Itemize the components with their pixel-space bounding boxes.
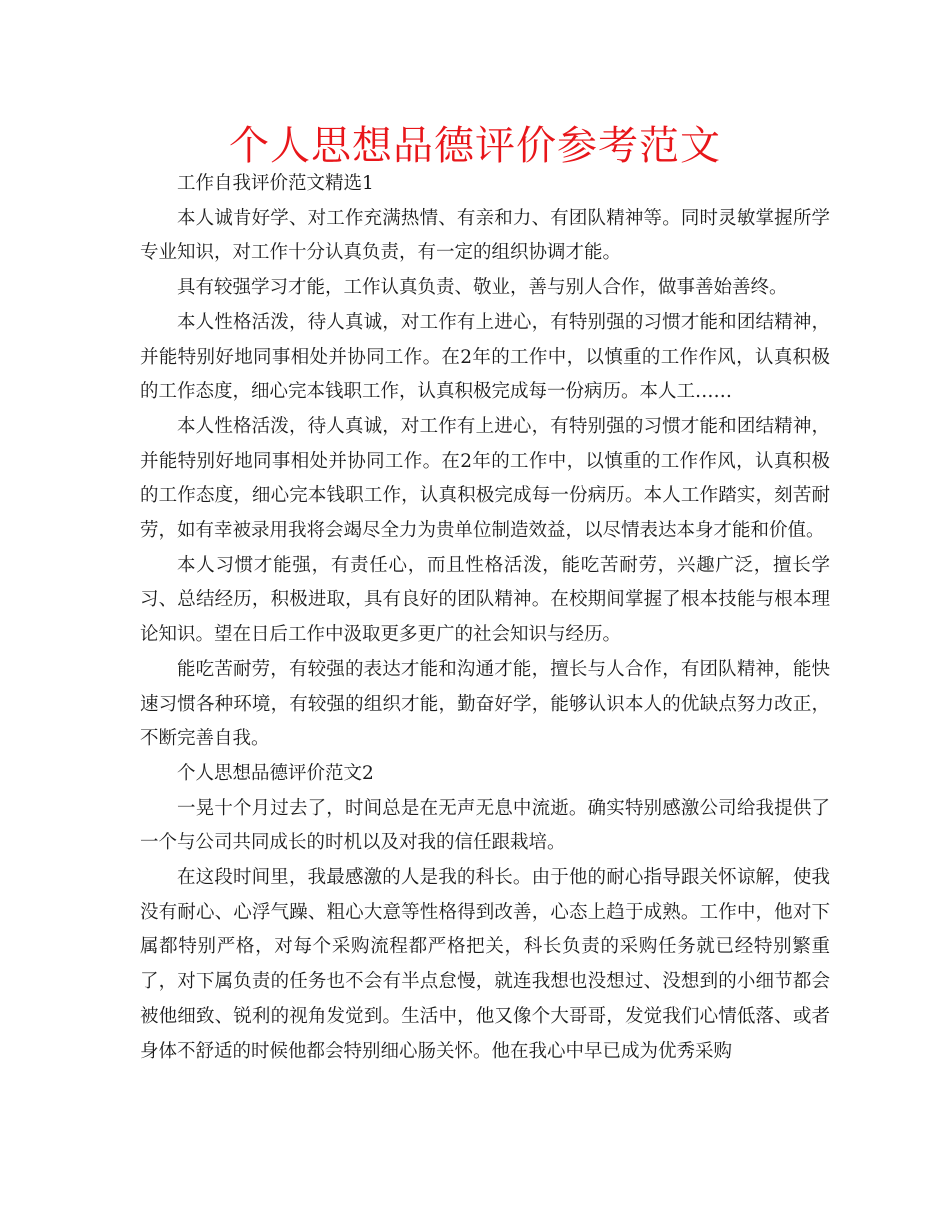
paragraph: 具有较强学习才能，工作认真负责、敬业，善与别人合作，做事善始善终。: [177, 277, 788, 299]
document-title: 个人思想品德评价参考范文: [229, 123, 721, 169]
paragraph: 本人习惯才能强，有责任心，而且性格活泼，能吃苦耐劳，兴趣广泛，擅长学习、总结经历，积极进取，具有良好的团队精神。在校期间掌握了根本技能与根本理论知识。望在日后工作中汲取更多更广的社会知识与经历。: [140, 554, 830, 646]
paragraph: 本人性格活泼，待人真诚，对工作有上进心，有特别强的习惯才能和团结精神，并能特别好地同事相处并协同工作。在2年的工作中，以慎重的工作作风，认真积极的工作态度，细心完本钱职工作，认真积极完成每一份病历。本人工……: [140, 311, 830, 403]
paragraph: 本人性格活泼，待人真诚，对工作有上进心，有特别强的习惯才能和团结精神，并能特别好地同事相处并协同工作。在2年的工作中，以慎重的工作作风，认真积极的工作态度，细心完本钱职工作，认真积极完成每一份病历。本人工作踏实，刻苦耐劳，如有幸被录用我将会竭尽全力为贵单位制造效益，以尽情表达本身才能和价值。: [140, 415, 830, 542]
paragraph-section-heading-1: 工作自我评价范文精选1: [177, 173, 374, 194]
paragraph: 本人诚肯好学、对工作充满热情、有亲和力、有团队精神等。同时灵敏掌握所学专业知识，对工作十分认真负责，有一定的组织协调才能。: [140, 207, 830, 264]
paragraph-section-heading-2: 个人思想品德评价范文2: [177, 762, 374, 784]
paragraph: 一晃十个月过去了，时间总是在无声无息中流逝。确实特别感激公司给我提供了一个与公司共同成长的时机以及对我的信任跟栽培。: [140, 797, 830, 854]
document-body: [140, 167, 830, 1069]
paragraph: 能吃苦耐劳，有较强的表达才能和沟通才能，擅长与人合作，有团队精神，能快速习惯各种环境，有较强的组织才能，勤奋好学，能够认识本人的优缺点努力改正，不断完善自我。: [140, 658, 830, 750]
paragraph: 在这段时间里，我最感激的人是我的科长。由于他的耐心指导跟关怀谅解，使我没有耐心、心浮气躁、粗心大意等性格得到改善，心态上趋于成熟。工作中，他对下属都特别严格，对每个采购流程都严格把关，科长负责的采购任务就已经特别繁重了，对下属负责的任务也不会有半点怠慢，就连我想也没想过、没想到的小细节都会被他细致、锐利的视角发觉到。生活中，他又像个大哥哥，发觉我们心情低落、或者身体不舒适的时候他都会特别细心肠关怀。他在我心中早已成为优秀采购: [140, 867, 830, 1062]
